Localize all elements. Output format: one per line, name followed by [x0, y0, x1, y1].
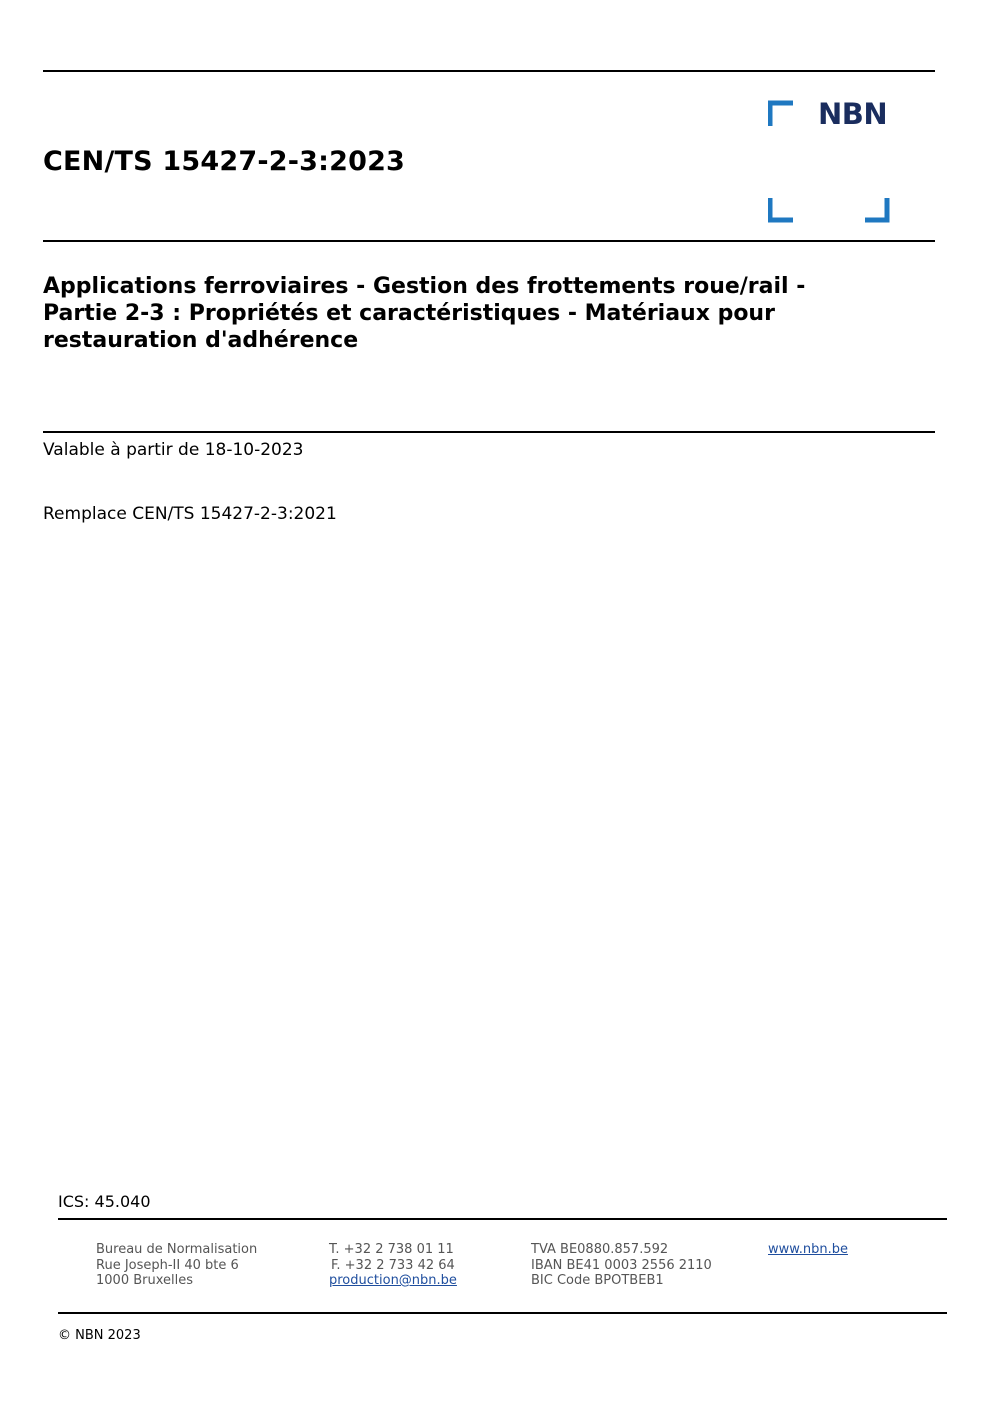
email-link[interactable]: production@nbn.be: [329, 1273, 457, 1288]
phone-number: T. +32 2 738 01 11: [329, 1242, 454, 1257]
validity-date: Valable à partir de 18-10-2023: [43, 440, 304, 460]
replaces-note: Remplace CEN/TS 15427-2-3:2021: [43, 504, 337, 524]
nbn-logo: [768, 97, 890, 224]
document-number: CEN/TS 15427-2-3:2023: [43, 146, 406, 177]
copyright-notice: © NBN 2023: [58, 1328, 141, 1343]
top-rule: [43, 70, 935, 72]
title-line: Applications ferroviaires - Gestion des frottements roue/rail -: [43, 274, 806, 299]
logo-text: NBN: [818, 97, 888, 131]
address-line: Bureau de Normalisation: [96, 1242, 258, 1257]
footer-bottom-rule: [58, 1312, 947, 1314]
tva-number: TVA BE0880.857.592: [531, 1242, 669, 1257]
header-bottom-rule: [43, 240, 935, 242]
ics-code: ICS: 45.040: [58, 1192, 151, 1211]
footer-banking: [531, 1242, 712, 1289]
address-line: Rue Joseph-II 40 bte 6: [96, 1257, 239, 1273]
footer-website: [768, 1242, 848, 1258]
fax-number: F. +32 2 733 42 64: [331, 1257, 455, 1273]
footer-top-rule: [58, 1218, 947, 1220]
address-line: 1000 Bruxelles: [96, 1273, 194, 1288]
iban-number: IBAN BE41 0003 2556 2110: [531, 1257, 712, 1273]
footer-address: [96, 1242, 257, 1289]
title-bottom-rule: [43, 431, 935, 433]
title-line: restauration d'adhérence: [43, 328, 359, 353]
document-title: [43, 273, 923, 354]
website-link[interactable]: www.nbn.be: [768, 1242, 848, 1257]
footer-contact: [329, 1242, 457, 1289]
title-line: Partie 2-3 : Propriétés et caractéristiques - Matériaux pour: [43, 301, 775, 326]
bic-code: BIC Code BPOTBEB1: [531, 1273, 664, 1288]
